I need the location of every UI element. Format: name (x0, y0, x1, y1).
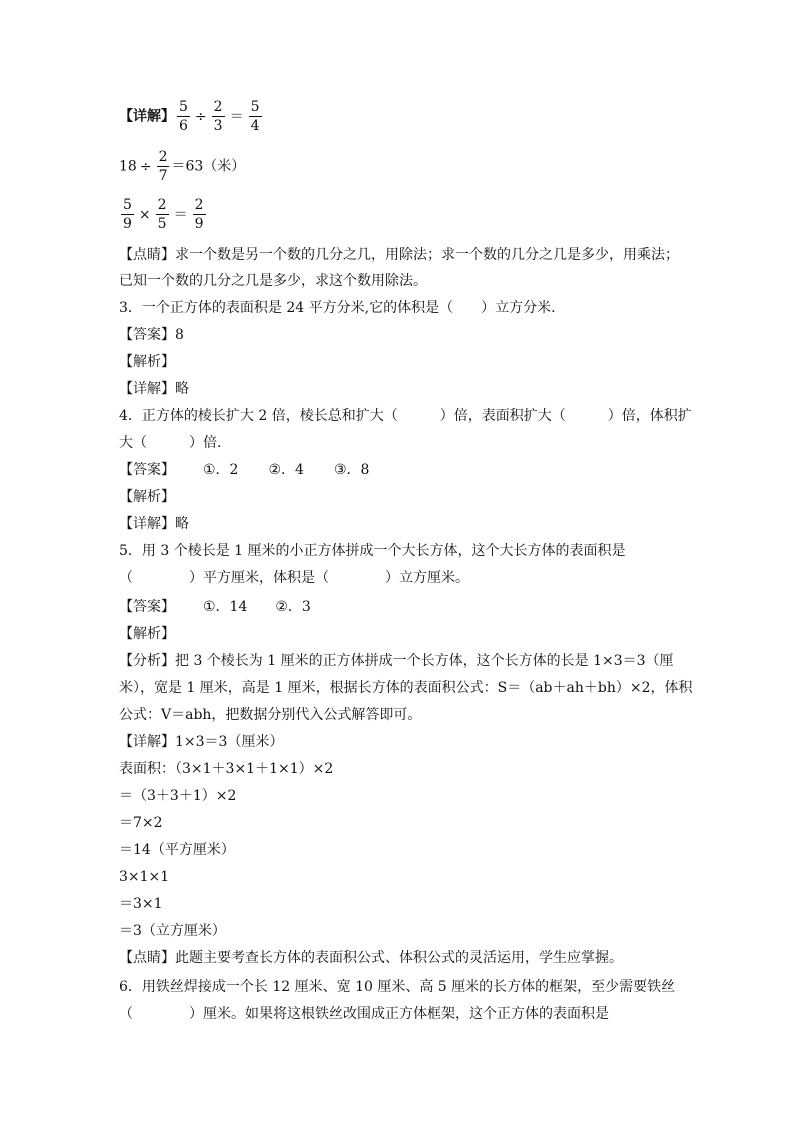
q3-question: 3．一个正方体的表面积是 24 平方分米,它的体积是（ ）立方分米． (119, 300, 566, 316)
note1-line1: 【点睛】求一个数是另一个数的几分之几，用除法；求一个数的几分之几是多少，用乘法； (119, 247, 679, 263)
numerator: 5 (123, 197, 132, 213)
q5-question-line1: 5．用 3 个棱长是 1 厘米的小正方体拼成一个大长方体，这个大长方体的表面积是 (119, 543, 626, 559)
answer-item: ②．3 (275, 599, 311, 615)
numerator: 2 (213, 99, 223, 115)
q5-analysis-line1: 【分析】把 3 个棱长为 1 厘米的正方体拼成一个长方体，这个长方体的长是 1×3＝3（厘 (119, 653, 674, 669)
denominator: 5 (157, 216, 167, 232)
q5-step: ＝3×1 (119, 896, 163, 912)
note1-line2: 已知一个数的几分之几是多少，求这个数用除法。 (119, 273, 427, 289)
denominator: 7 (158, 168, 168, 184)
numerator: 2 (158, 149, 168, 165)
q5-step: 表面积：（3×1＋3×1＋1×1）×2 (119, 761, 334, 777)
fraction (157, 150, 170, 183)
fraction (193, 198, 206, 231)
q5-step: ＝3（立方厘米） (119, 923, 226, 939)
q4-answer (119, 460, 369, 480)
q6-question-line1: 6．用铁丝焊接成一个长 12 厘米、宽 10 厘米、高 5 厘米的长方体的框架，至少需要铁丝 (119, 979, 676, 995)
answer-item: ②．4 (268, 462, 304, 478)
q5-note: 【点睛】此题主要考查长方体的表面积公式、体积公式的灵活运用，学生应掌握。 (119, 950, 623, 966)
denominator: 6 (179, 118, 188, 134)
number: 18 (119, 158, 137, 175)
q4-question-line1: 4．正方体的棱长扩大 2 倍，棱长总和扩大（ ）倍，表面积扩大（ ）倍，体积扩 (119, 408, 692, 424)
q5-step: 【详解】1×3＝3（厘米） (119, 734, 284, 750)
denominator: 4 (250, 118, 260, 134)
answer-label: 【答案】 (119, 599, 175, 615)
q5-step: ＝7×2 (119, 815, 163, 831)
operator: × (138, 206, 151, 223)
answer-item: ①．14 (203, 599, 248, 615)
denominator: 9 (123, 216, 132, 232)
detail-eq1 (119, 100, 264, 133)
q3-detail: 【详解】略 (119, 381, 189, 397)
q5-analysis: 【解析】 (119, 626, 175, 642)
q5-analysis-line2: 米），宽是 1 厘米，高是 1 厘米，根据长方体的表面积公式：S＝（ab＋ah＋bh）×2，体积 (119, 680, 693, 696)
q5-analysis-line3: 公式：V＝abh，把数据分别代入公式解答即可。 (119, 707, 422, 723)
answer-item: ③．8 (333, 462, 370, 478)
numerator: 5 (250, 99, 260, 115)
detail-eq2 (119, 150, 245, 183)
q5-answer (119, 597, 311, 617)
fraction (212, 100, 225, 133)
detail-eq3 (119, 198, 208, 231)
equals: ＝ (229, 108, 244, 125)
detail-label: 【详解】 (119, 108, 175, 125)
answer-label: 【答案】 (119, 462, 175, 478)
q3-analysis: 【解析】 (119, 354, 175, 370)
q6-question-line2: （ ）厘米。如果将这根铁丝改围成正方体框架，这个正方体的表面积是 (119, 1006, 609, 1022)
q4-question-line2: 大（ ）倍． (119, 435, 231, 451)
operator: ÷ (139, 158, 152, 175)
numerator: 2 (194, 197, 204, 213)
q3-answer: 【答案】8 (119, 327, 184, 343)
q5-step: ＝14（平方厘米） (119, 842, 235, 858)
q5-step: 3×1×1 (119, 869, 170, 885)
q4-detail: 【详解】略 (119, 516, 189, 532)
fraction (156, 198, 169, 231)
numerator: 5 (179, 99, 188, 115)
fraction (249, 100, 262, 133)
fraction (177, 100, 190, 133)
numerator: 2 (157, 197, 167, 213)
q4-analysis: 【解析】 (119, 489, 175, 505)
equals: ＝ (173, 206, 188, 223)
answer-item: ①．2 (203, 462, 239, 478)
denominator: 9 (194, 216, 204, 232)
operator: ÷ (194, 108, 207, 125)
q5-question-line2: （ ）平方厘米，体积是（ ）立方厘米。 (119, 570, 469, 586)
q5-step: ＝（3＋3＋1）×2 (119, 788, 237, 804)
result: ＝63（米） (171, 158, 246, 175)
denominator: 3 (213, 118, 223, 134)
fraction (121, 198, 134, 231)
